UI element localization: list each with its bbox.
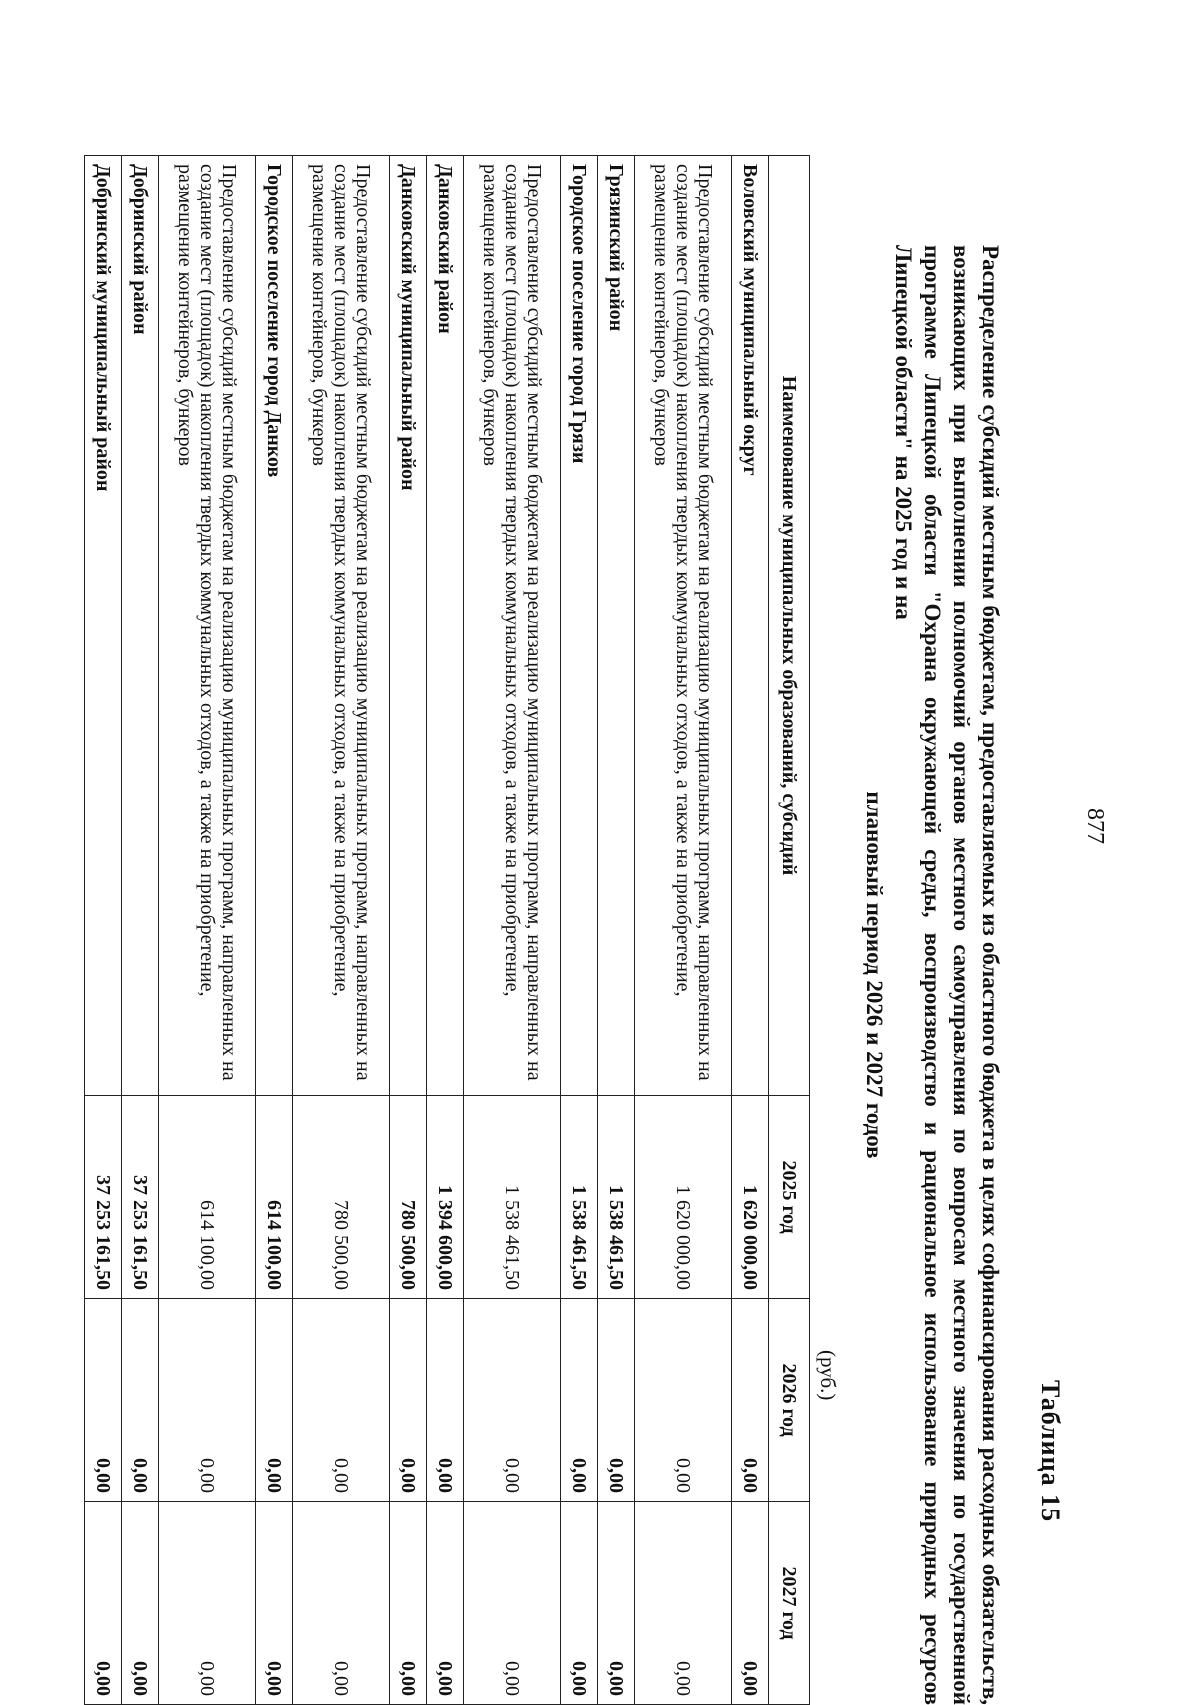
value-2025-cell: 780 500,00	[390, 1096, 427, 1299]
value-2026-cell: 0,00	[256, 1299, 293, 1502]
value-2027-cell: 0,00	[390, 1502, 427, 1705]
row-name-cell: Воловский муниципальный округ	[732, 156, 769, 1096]
table-row	[598, 156, 635, 1705]
value-2025-cell: 614 100,00	[159, 1096, 256, 1299]
row-name-cell: Данковский муниципальный район	[390, 156, 427, 1096]
header-2027: 2027 год	[769, 1502, 810, 1705]
value-2027-cell: 0,00	[159, 1502, 256, 1705]
table-row	[159, 156, 256, 1705]
row-name-cell: Грязинский район	[598, 156, 635, 1096]
table-row	[464, 156, 561, 1705]
row-name-cell: Городское поселение город Грязи	[561, 156, 598, 1096]
value-2025-cell: 1 394 600,00	[427, 1096, 464, 1299]
value-2027-cell: 0,00	[598, 1502, 635, 1705]
value-2025-cell: 1 538 461,50	[598, 1096, 635, 1299]
value-2027-cell: 0,00	[635, 1502, 732, 1705]
subsidy-table	[84, 155, 810, 1705]
value-2027-cell: 0,00	[293, 1502, 390, 1705]
value-2027-cell: 0,00	[464, 1502, 561, 1705]
value-2027-cell: 0,00	[122, 1502, 159, 1705]
table-row	[293, 156, 390, 1705]
value-2027-cell: 0,00	[561, 1502, 598, 1705]
value-2026-cell: 0,00	[427, 1299, 464, 1502]
row-name-cell: Добринский муниципальный район	[85, 156, 122, 1096]
header-row	[769, 156, 810, 1705]
row-name-cell: Данковский район	[427, 156, 464, 1096]
value-2027-cell: 0,00	[427, 1502, 464, 1705]
table-title-last-line: плановый период 2026 и 2027 годов	[862, 791, 887, 1159]
value-2025-cell: 780 500,00	[293, 1096, 390, 1299]
value-2025-cell: 37 253 161,50	[85, 1096, 122, 1299]
value-2027-cell: 0,00	[256, 1502, 293, 1705]
page-number: 877	[1082, 808, 1108, 844]
value-2026-cell: 0,00	[732, 1299, 769, 1502]
value-2026-cell: 0,00	[293, 1299, 390, 1502]
table-row	[427, 156, 464, 1705]
table-row	[390, 156, 427, 1705]
table-title-text: Распределение субсидий местным бюджетам, предоставляемых из областного бюджета в целях софинансирования расходных обязательств, возникающих при выполнении полномочий органов местного самоуправления по вопросам местного значения по государственной программе Липецкой области "Охрана окружающей среды, воспроизводство и рациональное использование природных ресурсов Липецкой области" на 2025 год и на	[891, 245, 1003, 1705]
value-2027-cell: 0,00	[732, 1502, 769, 1705]
value-2025-cell: 1 538 461,50	[464, 1096, 561, 1299]
table-row	[85, 156, 122, 1705]
table-row	[732, 156, 769, 1705]
table-row	[256, 156, 293, 1705]
value-2026-cell: 0,00	[159, 1299, 256, 1502]
row-name-cell: Добринский район	[122, 156, 159, 1096]
unit-label: (руб.)	[816, 1350, 840, 1401]
value-2026-cell: 0,00	[122, 1299, 159, 1502]
header-name: Наименование муниципальных образований, субсидий	[769, 156, 810, 1096]
table-row	[122, 156, 159, 1705]
value-2025-cell: 614 100,00	[256, 1096, 293, 1299]
table-title	[860, 245, 1005, 1705]
value-2025-cell: 1 620 000,00	[635, 1096, 732, 1299]
value-2026-cell: 0,00	[390, 1299, 427, 1502]
value-2025-cell: 37 253 161,50	[122, 1096, 159, 1299]
value-2027-cell: 0,00	[85, 1502, 122, 1705]
header-2025: 2025 год	[769, 1096, 810, 1299]
table-body	[85, 156, 769, 1705]
value-2026-cell: 0,00	[598, 1299, 635, 1502]
row-name-cell: Предоставление субсидий местным бюджетам на реализацию муниципальных программ, направленных на создание мест (площадок) накопления твердых коммунальных отходов, а также на приобретение, размещение контейнеров, бункеров	[293, 156, 390, 1096]
row-name-cell: Предоставление субсидий местным бюджетам на реализацию муниципальных программ, направленных на создание мест (площадок) накопления твердых коммунальных отходов, а также на приобретение, размещение контейнеров, бункеров	[464, 156, 561, 1096]
value-2025-cell: 1 620 000,00	[732, 1096, 769, 1299]
row-name-cell: Городское поселение город Данков	[256, 156, 293, 1096]
value-2026-cell: 0,00	[561, 1299, 598, 1502]
table-row	[561, 156, 598, 1705]
value-2026-cell: 0,00	[635, 1299, 732, 1502]
value-2026-cell: 0,00	[85, 1299, 122, 1502]
value-2025-cell: 1 538 461,50	[561, 1096, 598, 1299]
header-2026: 2026 год	[769, 1299, 810, 1502]
table-row	[635, 156, 732, 1705]
value-2026-cell: 0,00	[464, 1299, 561, 1502]
row-name-cell: Предоставление субсидий местным бюджетам на реализацию муниципальных программ, направленных на создание мест (площадок) накопления твердых коммунальных отходов, а также на приобретение, размещение контейнеров, бункеров	[159, 156, 256, 1096]
table-label: Таблица 15	[1036, 1380, 1065, 1523]
row-name-cell: Предоставление субсидий местным бюджетам на реализацию муниципальных программ, направленных на создание мест (площадок) накопления твердых коммунальных отходов, а также на приобретение, размещение контейнеров, бункеров	[635, 156, 732, 1096]
